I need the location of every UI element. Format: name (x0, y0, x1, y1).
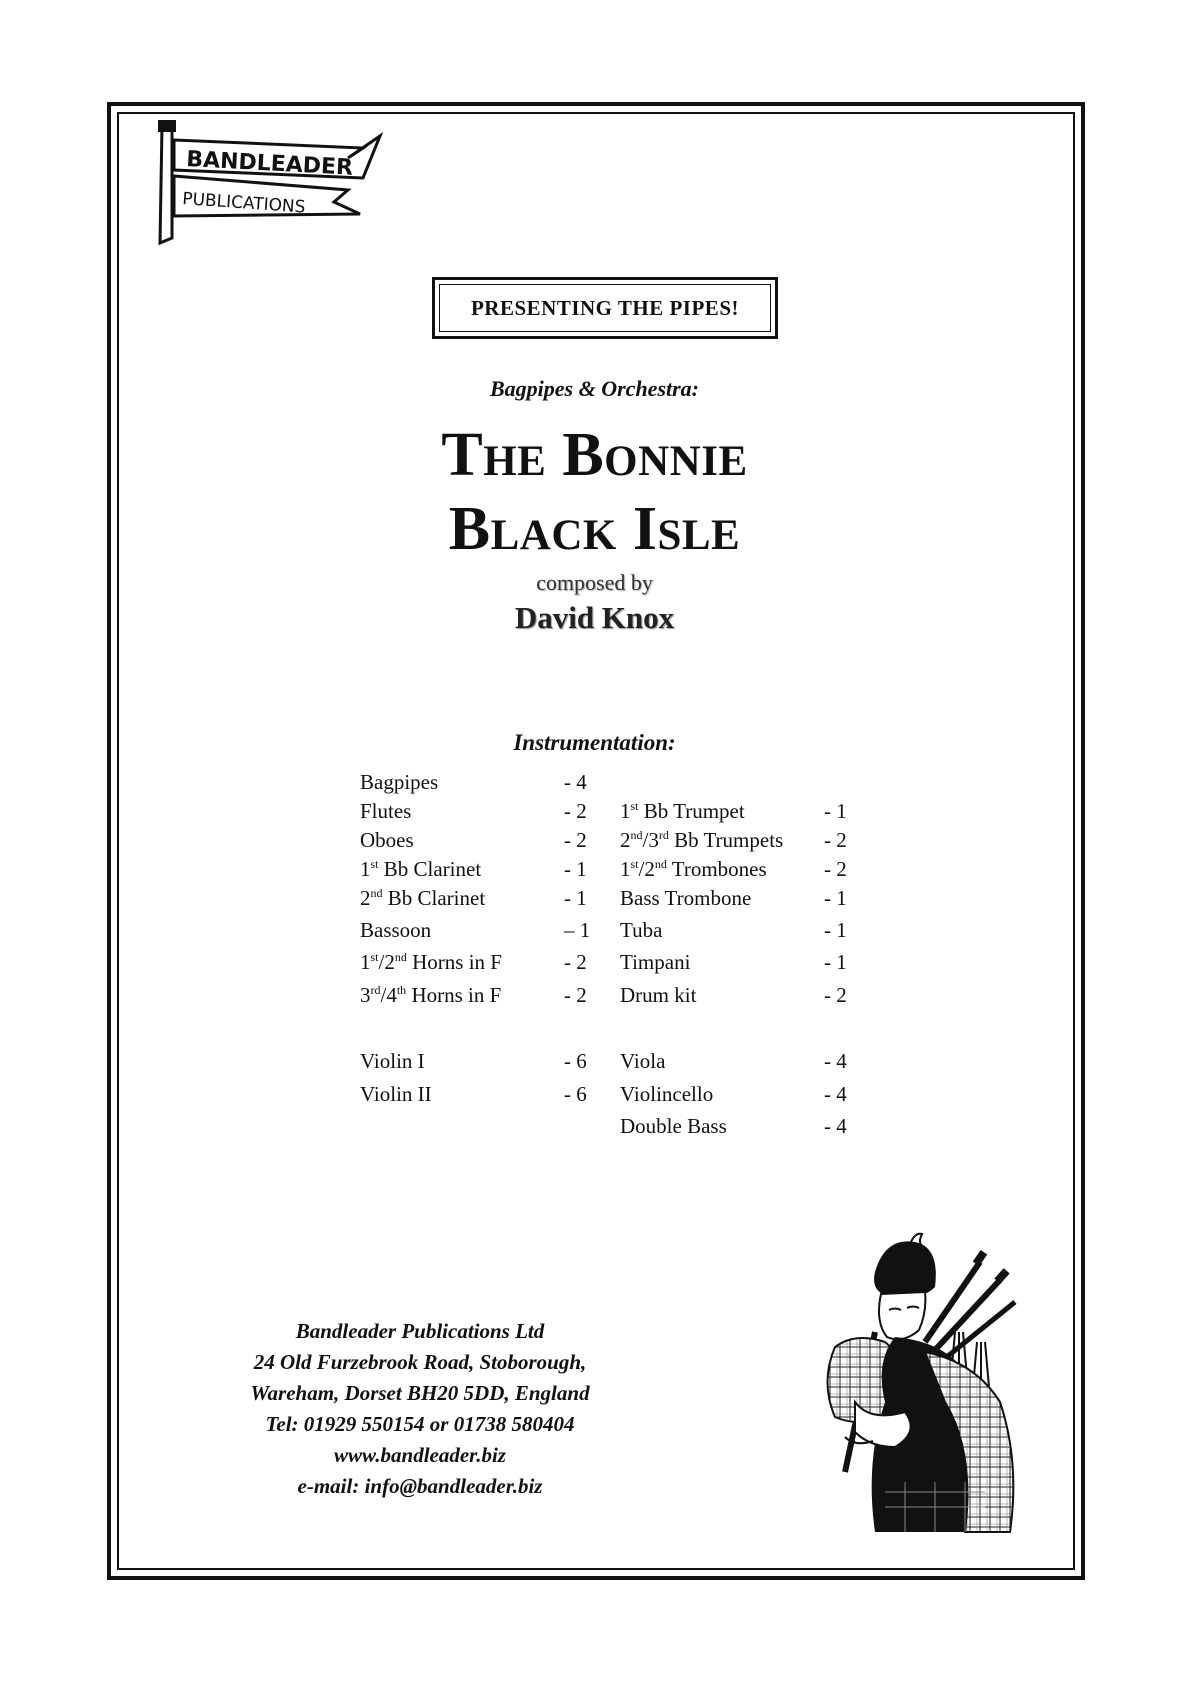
instrument-name-part: Bassoon (360, 918, 432, 942)
subtitle: Bagpipes & Orchestra: (490, 376, 699, 401)
series-label: PRESENTING THE PIPES! (439, 284, 771, 332)
flag-logo-icon (148, 118, 418, 253)
instrument-name-right-8 (620, 1082, 713, 1106)
instrument-count-right-8: - 4 (824, 1082, 847, 1106)
instrument-count-right-6: - 2 (824, 983, 847, 1007)
instrument-name-part: Double Bass (620, 1114, 727, 1138)
instrument-name-part: Violin I (360, 1049, 425, 1073)
instrument-count-left-0: - 4 (564, 770, 587, 794)
instrumentation-heading: Instrumentation: (513, 730, 676, 755)
instrument-name-part: Tuba (620, 918, 663, 942)
instrument-name-part: /2 (638, 857, 655, 881)
instrument-name-part: 1 (360, 857, 371, 881)
instrument-name-part: Oboes (360, 828, 414, 852)
instrument-name-part: 2 (620, 828, 631, 852)
instrument-name-part: nd (394, 950, 407, 964)
instrument-name-part: Flutes (360, 799, 412, 823)
instrument-count-left-3: - 1 (564, 857, 587, 881)
publisher-phone: Tel: 01929 550154 or 01738 580404 (265, 1412, 575, 1436)
instrument-name-part: Bass Trombone (620, 886, 752, 910)
publisher-website: www.bandleader.biz (334, 1443, 506, 1467)
instrument-name-right-9 (620, 1114, 727, 1138)
instrument-name-part: Bb Trumpets (668, 828, 784, 852)
instrument-name-part: Bagpipes (360, 770, 439, 794)
publisher-street: 24 Old Furzebrook Road, Stoborough, (253, 1350, 587, 1374)
instrument-name-right-5 (620, 950, 690, 974)
instrument-name-part: Bb Clarinet (382, 886, 486, 910)
instrument-name-part: Horns in F (406, 983, 502, 1007)
piece-title-line-2: Black Isle (448, 495, 741, 563)
instrument-name-right-3 (620, 886, 751, 910)
instrument-count-right-0: - 1 (824, 799, 847, 823)
piece-title-line-1: The Bonnie (441, 421, 748, 489)
instrument-name-left-8 (360, 1049, 425, 1073)
instrument-name-part: 1 (360, 950, 371, 974)
instrument-name-right-1 (620, 828, 783, 852)
instrument-count-left-4: - 1 (564, 886, 587, 910)
instrument-name-part: Horns in F (406, 950, 502, 974)
instrument-name-part: 2 (360, 886, 371, 910)
instrument-name-part: Viola (620, 1049, 666, 1073)
instrument-name-right-4 (620, 918, 662, 942)
instrument-name-left-1 (360, 799, 411, 823)
publisher-name: Bandleader Publications Ltd (295, 1319, 545, 1343)
instrument-name-part: nd (630, 828, 643, 842)
instrument-name-part: Bb Clarinet (378, 857, 482, 881)
instrument-count-left-7: - 2 (564, 983, 587, 1007)
instrument-count-left-5: – 1 (564, 918, 591, 942)
instrument-name-left-9 (360, 1082, 432, 1106)
instrument-name-right-2 (620, 857, 767, 881)
bandleader-logo (148, 118, 418, 253)
instrument-name-left-5 (360, 918, 431, 942)
instrument-name-right-7 (620, 1049, 665, 1073)
piece-title (0, 418, 1189, 566)
instrument-name-part: nd (654, 857, 667, 871)
composed-by-label: composed by (536, 570, 653, 595)
instrument-name-part: Bb Trumpet (638, 799, 745, 823)
piper-illustration (815, 1232, 1035, 1537)
instrument-name-part: st (370, 950, 379, 964)
instrument-name-part: 1 (620, 799, 631, 823)
instrument-name-left-7 (360, 983, 501, 1007)
instrument-name-part: th (396, 983, 407, 997)
instrument-name-part: Violincello (620, 1082, 714, 1106)
instrument-name-part: Timpani (620, 950, 691, 974)
instrument-count-left-6: - 2 (564, 950, 587, 974)
instrument-name-part: nd (370, 886, 383, 900)
instrument-count-right-7: - 4 (824, 1049, 847, 1073)
instrument-name-right-0 (620, 799, 745, 823)
instrument-count-right-1: - 2 (824, 828, 847, 852)
instrument-name-left-6 (360, 950, 502, 974)
logo-text-bandleader: BANDLEADER (185, 147, 354, 181)
instrument-count-right-3: - 1 (824, 886, 847, 910)
bagpiper-icon (815, 1232, 1035, 1537)
instrument-name-right-6 (620, 983, 696, 1007)
instrument-name-part: Violin II (360, 1082, 432, 1106)
instrument-count-right-5: - 1 (824, 950, 847, 974)
composer-name: David Knox (514, 600, 675, 635)
instrument-name-part: st (370, 857, 379, 871)
instrument-name-left-4 (360, 886, 485, 910)
instrument-name-part: rd (658, 828, 669, 842)
instrument-name-part: 3 (360, 983, 371, 1007)
instrument-name-part: /3 (642, 828, 659, 852)
instrument-name-part: rd (370, 983, 381, 997)
publisher-town: Wareham, Dorset BH20 5DD, England (250, 1381, 590, 1405)
logo-text-publications: PUBLICATIONS (181, 189, 307, 218)
publisher-email: e-mail: info@bandleader.biz (297, 1474, 543, 1498)
instrument-name-part: /4 (380, 983, 397, 1007)
instrument-count-left-2: - 2 (564, 828, 587, 852)
series-label-box (432, 277, 778, 339)
instrument-name-left-2 (360, 828, 414, 852)
instrument-count-right-9: - 4 (824, 1114, 847, 1138)
instrument-name-part: st (630, 857, 639, 871)
publisher-address (215, 1316, 625, 1502)
instrument-count-right-2: - 2 (824, 857, 847, 881)
instrument-name-left-0 (360, 770, 438, 794)
instrument-name-part: Drum kit (620, 983, 697, 1007)
instrument-name-part: Trombones (666, 857, 767, 881)
instrument-name-part: st (630, 799, 639, 813)
instrument-count-right-4: - 1 (824, 918, 847, 942)
instrument-count-left-1: - 2 (564, 799, 587, 823)
instrument-name-part: 1 (620, 857, 631, 881)
instrument-name-part: /2 (378, 950, 395, 974)
instrument-count-left-9: - 6 (564, 1082, 587, 1106)
instrument-count-left-8: - 6 (564, 1049, 587, 1073)
instrument-name-left-3 (360, 857, 481, 881)
